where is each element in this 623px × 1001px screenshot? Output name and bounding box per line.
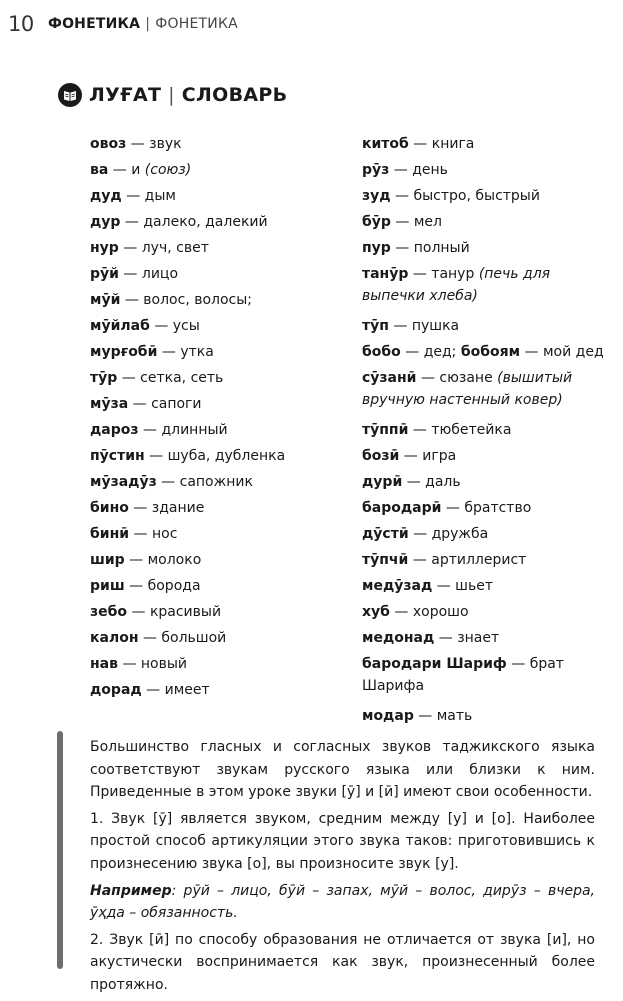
vocab-word: мӯй	[90, 292, 121, 308]
vocab-word: дорад	[90, 682, 142, 698]
vocab-dash: —	[129, 578, 144, 594]
vocab-word: риш	[90, 578, 125, 594]
vocab-translation: шуба, дубленка	[167, 448, 286, 464]
vocab-translation: дружба	[431, 526, 489, 542]
vocab-dash: —	[121, 370, 136, 386]
vocab-translation: мой дед	[543, 344, 604, 360]
vocab-word: пӯстин	[90, 448, 145, 464]
vocab-translation: молоко	[147, 552, 202, 568]
vocab-dash: —	[133, 526, 148, 542]
vocab-dash: —	[124, 214, 139, 230]
vocab-word: тӯп	[362, 318, 389, 334]
vocab-word: дурӣ	[362, 474, 403, 490]
vocab-translation: усы	[172, 318, 200, 334]
vocab-dash: —	[123, 266, 138, 282]
vocab-entry	[362, 651, 602, 703]
vocabulary-column-right	[362, 131, 602, 729]
vocab-word: пур	[362, 240, 391, 256]
vocab-translation: длинный	[161, 422, 228, 438]
vocab-entry	[362, 339, 602, 365]
vocab-dash: —	[149, 448, 164, 464]
vocab-dash: —	[161, 344, 176, 360]
vocab-entry	[90, 131, 340, 157]
vocab-dash: —	[161, 474, 176, 490]
vocab-entry	[90, 651, 340, 677]
vocab-entry	[90, 417, 340, 443]
vocab-dash: —	[112, 162, 127, 178]
vocab-translation: утка	[180, 344, 214, 360]
vocab-translation: быстро, быстрый	[413, 188, 540, 204]
vocab-dash: —	[418, 708, 433, 724]
note-intro: Большинство гласных и согласных звуков таджикского языка соответствуют звукам русского языка или близки к ним. Приведенные в этом уроке звуки [ӯ] и [ӣ] имеют свои особенности.	[90, 739, 595, 801]
vocab-entry	[362, 261, 602, 313]
vocab-dash: —	[406, 474, 421, 490]
vocab-entry	[362, 547, 602, 573]
vocab-translation: пушка	[411, 318, 460, 334]
vocab-dash: —	[436, 578, 451, 594]
vocab-word: рӯй	[90, 266, 119, 282]
vocab-dash: —	[412, 552, 427, 568]
vocab-word: бобоям	[460, 344, 521, 360]
vocab-word: дуд	[90, 188, 122, 204]
vocab-dash: —	[123, 240, 138, 256]
book-icon	[58, 83, 82, 107]
vocabulary-column-left	[90, 131, 340, 703]
vocab-entry	[90, 677, 340, 703]
vocab-word: нав	[90, 656, 118, 672]
page-header	[8, 12, 238, 36]
vocab-entry	[90, 547, 340, 573]
note-point-2: 2. Звук [ӣ] по способу образования не отличается от звука [и], но акустически воспринимается как звук, произнесенный более протяжно.	[90, 931, 595, 993]
vocab-entry	[90, 183, 340, 209]
vocab-word: шир	[90, 552, 125, 568]
vocab-word: бино	[90, 500, 129, 516]
note-accent-bar	[57, 731, 63, 969]
vocab-dash: —	[130, 136, 145, 152]
vocab-translation: здание	[151, 500, 205, 516]
example-text: : рӯй – лицо, бӯй – запах, мӯй – волос, дирӯз – вчера, ӯҳда – обязанность.	[90, 882, 595, 922]
vocab-translation: красивый	[149, 604, 222, 620]
vocab-translation: нос	[151, 526, 178, 542]
vocab-dash: —	[403, 448, 418, 464]
vocab-dash: —	[412, 266, 427, 282]
vocab-translation: и	[131, 162, 141, 178]
vocab-translation: даль	[425, 474, 461, 490]
vocab-entry	[362, 573, 602, 599]
section-heading-separator: |	[168, 84, 175, 106]
vocab-word: овоз	[90, 136, 127, 152]
vocab-word: мӯзадӯз	[90, 474, 157, 490]
vocab-dash: —	[511, 656, 526, 672]
vocab-word: зебо	[90, 604, 128, 620]
vocab-entry	[90, 469, 340, 495]
vocab-word: дӯстӣ	[362, 526, 409, 542]
vocab-entry	[362, 417, 602, 443]
vocab-entry	[362, 625, 602, 651]
vocab-dash: —	[132, 396, 147, 412]
vocab-translation: тюбетейка	[431, 422, 512, 438]
vocab-entry	[362, 313, 602, 339]
vocab-word: сӯзанӣ	[362, 370, 417, 386]
vocab-translation: хорошо	[412, 604, 469, 620]
vocab-note: (союз)	[144, 162, 192, 178]
vocab-word: бинӣ	[90, 526, 130, 542]
vocab-translation: сетка, сеть	[140, 370, 224, 386]
vocab-dash: —	[126, 188, 141, 204]
vocab-entry	[362, 521, 602, 547]
vocab-translation: знает	[457, 630, 500, 646]
vocab-entry	[90, 313, 340, 339]
vocab-word: дароз	[90, 422, 139, 438]
vocab-word: рӯз	[362, 162, 390, 178]
vocab-translation: сюзане	[439, 370, 493, 386]
vocab-dash: —	[124, 292, 139, 308]
vocab-word: бародарӣ	[362, 500, 442, 516]
vocab-note: (вышитый вручную настенный ковер)	[362, 370, 573, 408]
vocab-word: бозӣ	[362, 448, 400, 464]
vocab-word: бӯр	[362, 214, 391, 230]
vocab-dash: —	[142, 630, 157, 646]
vocab-entry	[90, 339, 340, 365]
vocab-entry	[90, 443, 340, 469]
vocab-word: дур	[90, 214, 121, 230]
vocab-translation: игра	[422, 448, 457, 464]
section-heading-main: ЛУҒАТ	[89, 84, 162, 106]
vocab-dash: —	[413, 136, 428, 152]
vocab-word: модар	[362, 708, 414, 724]
vocab-translation: сапоги	[151, 396, 202, 412]
vocab-translation: танур	[431, 266, 475, 282]
vocab-entry	[90, 391, 340, 417]
note-point-1: 1. Звук [ӯ] является звуком, средним между [у] и [о]. Наиболее простой способ артикуляции этого звука таков: приготовившись к произнесению звука [о], вы произносите звук [у].	[90, 810, 595, 872]
vocab-entry	[362, 157, 602, 183]
vocab-dash: —	[405, 344, 420, 360]
vocab-dash: —	[395, 188, 410, 204]
vocab-word: тӯппӣ	[362, 422, 409, 438]
vocab-entry	[90, 235, 340, 261]
vocab-dash: —	[393, 162, 408, 178]
vocab-word: тӯпчӣ	[362, 552, 409, 568]
vocab-dash: —	[438, 630, 453, 646]
vocab-word: нур	[90, 240, 119, 256]
vocab-translation: сапожник	[179, 474, 253, 490]
vocab-translation: братство	[464, 500, 532, 516]
note-example	[90, 880, 595, 925]
vocab-translation: дым	[144, 188, 176, 204]
vocab-word: мурғобӣ	[90, 344, 158, 360]
vocab-entry	[90, 365, 340, 391]
vocab-entry	[90, 573, 340, 599]
running-head-sub: ФОНЕТИКА	[155, 16, 238, 32]
vocab-translation: шьет	[455, 578, 494, 594]
vocab-dash: —	[395, 214, 410, 230]
section-title	[58, 80, 287, 110]
vocab-entry	[362, 183, 602, 209]
vocab-dash: —	[122, 656, 137, 672]
vocab-word: танӯр	[362, 266, 409, 282]
vocab-translation: луч, свет	[141, 240, 209, 256]
vocab-dash: —	[142, 422, 157, 438]
vocab-entry	[90, 261, 340, 287]
vocab-entry	[90, 157, 340, 183]
vocab-translation: полный	[413, 240, 470, 256]
vocab-dash: —	[131, 604, 146, 620]
vocab-translation: новый	[140, 656, 188, 672]
vocab-translation: волос, волосы;	[143, 292, 253, 308]
vocab-entry	[362, 235, 602, 261]
vocab-translation: далеко, далекий	[143, 214, 268, 230]
vocab-word: мӯза	[90, 396, 129, 412]
vocab-word: зуд	[362, 188, 391, 204]
vocab-entry	[90, 625, 340, 651]
vocab-dash: —	[394, 604, 409, 620]
vocab-translation: книга	[431, 136, 475, 152]
section-heading	[89, 84, 287, 106]
vocab-dash: —	[395, 240, 410, 256]
vocab-dash: —	[154, 318, 169, 334]
vocab-entry	[90, 521, 340, 547]
vocab-entry	[90, 287, 340, 313]
vocab-entry	[90, 495, 340, 521]
vocab-entry	[362, 443, 602, 469]
vocab-word: китоб	[362, 136, 409, 152]
vocab-entry	[362, 495, 602, 521]
vocab-dash: —	[420, 370, 435, 386]
vocab-translation: мел	[413, 214, 442, 230]
vocab-word: тӯр	[90, 370, 118, 386]
vocab-note: (печь для выпечки хлеба)	[362, 266, 551, 304]
vocab-dash: —	[413, 526, 428, 542]
phonetics-note	[90, 736, 595, 1001]
vocab-dash: —	[445, 500, 460, 516]
vocab-dash: —	[129, 552, 144, 568]
vocab-entry	[362, 599, 602, 625]
vocab-entry	[90, 209, 340, 235]
running-head-separator: |	[145, 16, 151, 32]
vocab-dash: —	[146, 682, 161, 698]
vocab-translation: день	[412, 162, 448, 178]
vocab-word: бобо	[362, 344, 401, 360]
example-label: Например	[90, 882, 172, 899]
vocab-word: хуб	[362, 604, 390, 620]
section-heading-sub: СЛОВАРЬ	[181, 84, 288, 106]
vocab-entry	[362, 469, 602, 495]
vocab-word: калон	[90, 630, 139, 646]
vocab-entry	[362, 209, 602, 235]
vocab-translation: дед;	[423, 344, 457, 360]
vocab-entry	[362, 703, 602, 729]
vocab-word: медӯзад	[362, 578, 433, 594]
vocab-translation: звук	[149, 136, 182, 152]
vocab-dash: —	[133, 500, 148, 516]
vocab-word: ва	[90, 162, 109, 178]
vocab-entry	[362, 365, 602, 417]
vocab-translation: мать	[436, 708, 473, 724]
vocab-translation: брат Шарифа	[362, 656, 564, 694]
running-head-main: ФОНЕТИКА	[48, 16, 141, 32]
vocab-translation: артиллерист	[431, 552, 527, 568]
vocab-entry	[90, 599, 340, 625]
vocab-word: медонад	[362, 630, 435, 646]
vocab-word: бародари Шариф	[362, 656, 507, 672]
vocab-dash: —	[524, 344, 539, 360]
running-head	[48, 16, 238, 32]
vocab-word: мӯйлаб	[90, 318, 150, 334]
vocab-entry	[362, 131, 602, 157]
vocab-dash: —	[393, 318, 408, 334]
vocab-translation: борода	[147, 578, 201, 594]
vocab-translation: лицо	[141, 266, 179, 282]
vocab-translation: имеет	[164, 682, 210, 698]
vocab-translation: большой	[161, 630, 227, 646]
page-number: 10	[8, 12, 34, 36]
vocab-dash: —	[412, 422, 427, 438]
